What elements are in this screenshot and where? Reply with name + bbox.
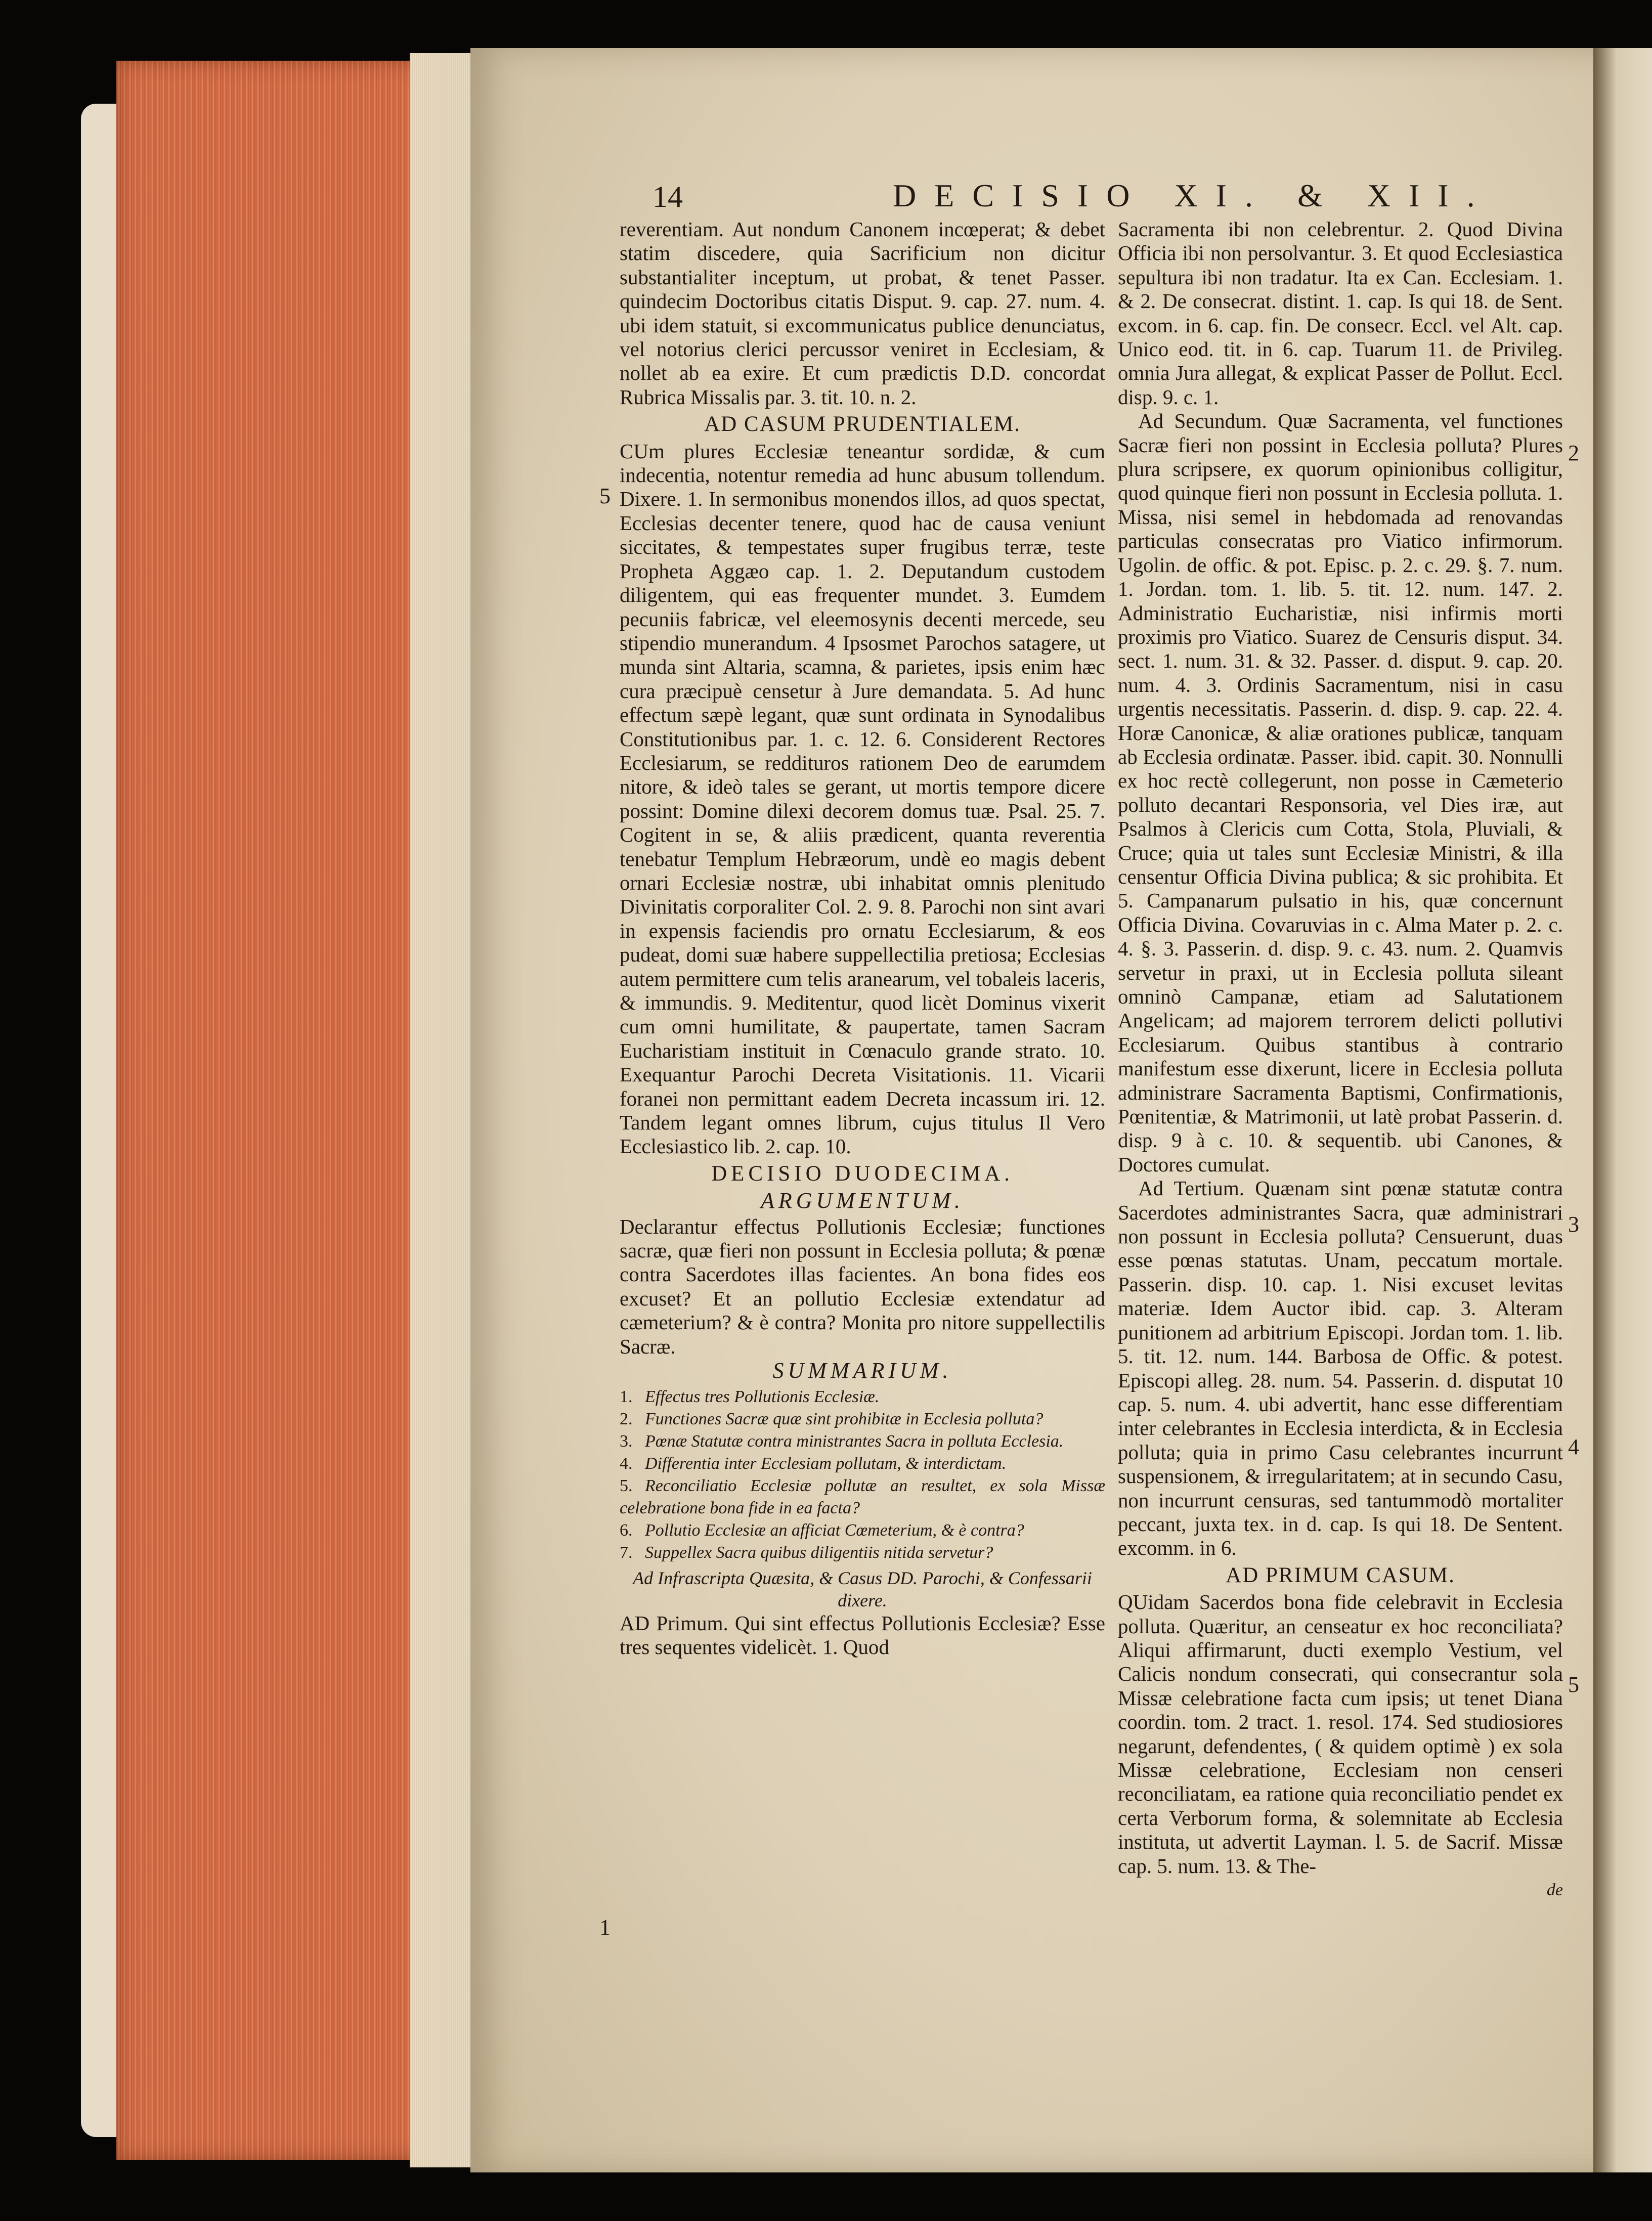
right-paragraph-3: Ad Tertium. Quænam sint pœnæ statutæ contra Sacerdotes administrantes Sacra, quæ administrari non possunt in Ecclesia polluta? Censuerunt, duas esse pœnas statutas. Unam, peccatum mortale. Passerin. disp. 10. cap. 1. Nisi excuset levitas materiæ. Idem Auctor ibid. cap. 3. Alteram punitionem ad arbitrium Episcopi. Jordan tom. 1. lib. 5. tit. 12. num. 144. Barbosa de Offic. & potest. Episcopi alleg. 28. num. 54. Passerin. d. disputat 10 cap. 5. num. 4. ubi advertit, hanc esse differentiam inter celebrantes in Ecclesia interdicta, & in Ecclesia polluta; quia in primo Casu celebrantes incurrunt suspensionem, & irregularitatem; at in secundo Casu, non incurrunt censuras, sed tantummodò mortaliter peccant, juxta tex. in d. cap. Is qui 18. De Sentent. excomm. in 6. <box>1118 1177 1563 1560</box>
right-paragraph-2: Ad Secundum. Quæ Sacramenta, vel functiones Sacræ fieri non possint in Ecclesia polluta? Plures plura scripsere, ex quorum opinionibus colligitur, quod quinque fieri non possunt in Ecclesia polluta. 1. Missa, nisi semel in hebdomada ad renovandas particulas consecratas pro Viatico infirmorum. Ugolin. de offic. & pot. Episc. p. 2. c. 29. §. 7. num. 1. Jordan. tom. 1. lib. 5. tit. 12. num. 147. 2. Administratio Eucharistiæ, nisi infirmis morti proximis pro Viatico. Suarez de Censuris disput. 34. sect. 1. num. 31. & 32. Passer. d. disput. 9. cap. 20. num. 4. 3. Ordinis Sacramentum, nisi in casu urgentis necessitatis. Passerin. d. disp. 9. cap. 22. 4. Horæ Canonicæ, & aliæ orationes publicæ, tanquam ab Ecclesia ordinatæ. Passer. ibid. capit. 30. Nonnulli ex hoc rectè collegerunt, non posse in Cæmeterio polluto decantari Responsoria, vel Dies iræ, aut Psalmos à Clericis cum Cotta, Stola, Pluviali, & Cruce; quia ut tales sunt Ecclesiæ Ministri, & illa censentur Officia Divina publica; & sic prohibita. Et 5. Campanarum pulsatio in his, quæ concernunt Officia Divina. Covaruvias in c. Alma Mater p. 2. c. 4. §. 3. Passerin. d. disp. 9. c. 43. num. 2. Quamvis servetur in praxi, ut in Ecclesia polluta sileant omninò Campanæ, etiam ad Salutationem Angelicam; ad majorem terrorem delicti pollutivi Ecclesiarum. Quibus stantibus à contrario manifestum esse dixerunt, licere in Ecclesia polluta administrare Sacramenta Baptismi, Confirmationis, Pœnitentiæ, & Matrimonii, ut latè probat Passerin. d. disp. 9 à c. 10. & sequentib. ubi Canones, & Doctores cumulat. <box>1118 409 1563 1176</box>
right-paragraph-1: Sacramenta ibi non celebrentur. 2. Quod Divina Officia ibi non persolvantur. 3. Et quod Ecclesiastica sepultura ibi non tradatur. Ita ex Can. Ecclesiam. 1. & 2. De consecrat. distint. 1. cap. Is qui 18. de Sent. excom. in 6. cap. fin. De consecr. Eccl. vel Alt. cap. Unico eod. tit. in 6. cap. Tuarum 11. de Privileg. omnia Jura allegat, & explicat Passer de Pollut. Eccl. disp. 9. c. 1. <box>1118 217 1563 409</box>
right-column <box>1118 217 1563 1902</box>
page-number: 14 <box>653 180 683 213</box>
summarium-list <box>620 1386 1105 1564</box>
summarium-item: 3. Pœnæ Statutæ contra ministrantes Sacra in polluta Ecclesia. <box>620 1431 1064 1451</box>
margin-number: 1 <box>599 1915 611 1940</box>
summarium-item: 2. Functiones Sacræ quæ sint prohibitæ in Ecclesia polluta? <box>620 1409 1044 1428</box>
argumentum-heading: ARGUMENTUM. <box>760 1188 965 1213</box>
summarium-heading: SUMMARIUM. <box>772 1358 952 1383</box>
infrascripta-line: Ad Infrascripta Quæsita, & Casus DD. Parochi, & Confessarii dixere. <box>633 1567 1092 1610</box>
casus-paragraph: CUm plures Ecclesiæ teneantur sordidæ, & cum indecentia, notentur remedia ad hunc abusum tollendum. Dixere. 1. In sermonibus monendos illos, ad quos spectat, Ecclesias decenter tenere, quod hac de causa veniunt siccitates, & tempestates super frugibus terræ, teste Propheta Aggæo cap. 1. 2. Deputandum custodem diligentem, qui eas frequenter mundet. 3. Eumdem pecuniis fabricæ, vel eleemosynis decenti mercede, seu stipendio munerandum. 4 Ipsosmet Parochos satagere, ut munda sint Altaria, scamna, & parietes, ipsis enim hæc cura præcipuè censetur à Jure demandata. 5. Ad hunc effectum sæpè legant, quæ sunt ordinata in Synodalibus Constitutionibus par. 1. c. 12. 6. Considerent Rectores Ecclesiarum, se reddituros rationem Deo de earumdem nitore, & ideò tales se gerant, ut mortis tempore dicere possint: Domine dilexi decorem domus tuæ. Psal. 25. 7. Cogitent in se, & aliis prædicent, quanta reverentia tenebatur Templum Hebræorum, undè eo magis debent ornari Ecclesiæ nostræ, ubi inhabitat omnis plenitudo Divinitatis corporaliter Col. 2. 9. 8. Parochi non sint avari in expensis faciendis pro ornatu Ecclesiarum, & eos pudeat, domi suæ habere suppellectilia pretiosa; Ecclesias autem permittere cum telis aranearum, vel tobaleis laceris, & immundis. 9. Meditentur, quod licèt Dominus vixerit cum omni humilitate, & paupertate, tamen Sacram Eucharistiam instituit in Cœnaculo grande strato. 10. Exequantur Parochi Decreta Visitationis. 11. Vicarii foranei non permittant eadem Decreta incassum iri. 12. Tandem legant omnes librum, cujus titulus Il Vero Ecclesiastico lib. 2. cap. 10. <box>620 439 1105 1158</box>
margin-number: 3 <box>1568 1212 1579 1237</box>
summarium-item: 6. Pollutio Ecclesiæ an afficiat Cœmeterium, & è contra? <box>620 1520 1024 1540</box>
ad-primum-paragraph: AD Primum. Qui sint effectus Pollutionis Ecclesiæ? Esse tres sequentes videlicèt. 1. Quod <box>620 1611 1105 1659</box>
margin-number: 2 <box>1568 441 1579 465</box>
primum-casum-heading: AD PRIMUM CASUM. <box>1226 1563 1455 1587</box>
summarium-item: 5. Reconciliatio Ecclesiæ pollutæ an resultet, ex sola Missæ celebratione bona fide in ea facta? <box>620 1476 1105 1517</box>
argumentum-text: Declarantur effectus Pollutionis Ecclesiæ; functiones sacræ, quæ fieri non possunt in Ecclesia polluta; & pœnæ contra Sacerdotes illas facientes. An bona fides eos excuset? Et an pollutio Ecclesiæ extendatur ad cæmeterium? & è contra? Monita pro nitore suppellectilis Sacræ. <box>620 1214 1105 1358</box>
margin-number: 5 <box>599 484 611 508</box>
margin-number: 4 <box>1568 1434 1579 1459</box>
margin-number: 5 <box>1568 1672 1579 1697</box>
summarium-item: 4. Differentia inter Ecclesiam pollutam, & interdictam. <box>620 1454 1007 1473</box>
running-title: DECISIO XI. & XII. <box>893 178 1493 213</box>
catchword: de <box>1546 1881 1563 1900</box>
gutter <box>1593 48 1652 2172</box>
summarium-item: 1. Effectus tres Pollutionis Ecclesiæ. <box>620 1387 880 1406</box>
page-block <box>410 53 481 2167</box>
right-paragraph-4: QUidam Sacerdos bona fide celebravit in Ecclesia polluta. Quæritur, an censeatur ex hoc reconciliata? Aliqui affirmarunt, ducti exemplo Vestium, vel Calicis nondum consecrati, qui consecrantur sola Missæ celebratione facta cum ipsis; ut tenet Diana coordin. tom. 2 tract. 1. resol. 174. Sed studiosiores negarunt, defendentes, ( & quidem optimè ) ex sola Missæ celebratione, Ecclesiam non censeri reconciliatam, ea ratione quia reconciliatio pendet ex certa Verborum forma, & solemnitate ab Ecclesia instituta, ut advertit Layman. l. 5. de Sacrif. Missæ cap. 5. num. 13. & The- <box>1118 1590 1563 1878</box>
summarium-item: 7. Suppellex Sacra quibus diligentiis nitida servetur? <box>620 1543 993 1562</box>
casus-heading: AD CASUM PRUDENTIALEM. <box>704 412 1021 437</box>
intro-paragraph: reverentiam. Aut nondum Canonem incœperat; & debet statim discedere, quia Sacrificium non dicitur substantialiter inceptum, ut probat, & tenet Passer. quindecim Doctoribus citatis Disput. 9. cap. 27. num. 4. ubi idem statuit, si excommunicatus publice denunciatus, vel notorius clerici percussor veniret in Ecclesiam, & nollet ab ea exire. Et cum prædictis D.D. concordat Rubrica Missalis par. 3. tit. 10. n. 2. <box>620 217 1105 409</box>
left-column <box>620 217 1105 1659</box>
decisio-heading: DECISIO DUODECIMA. <box>711 1161 1014 1186</box>
